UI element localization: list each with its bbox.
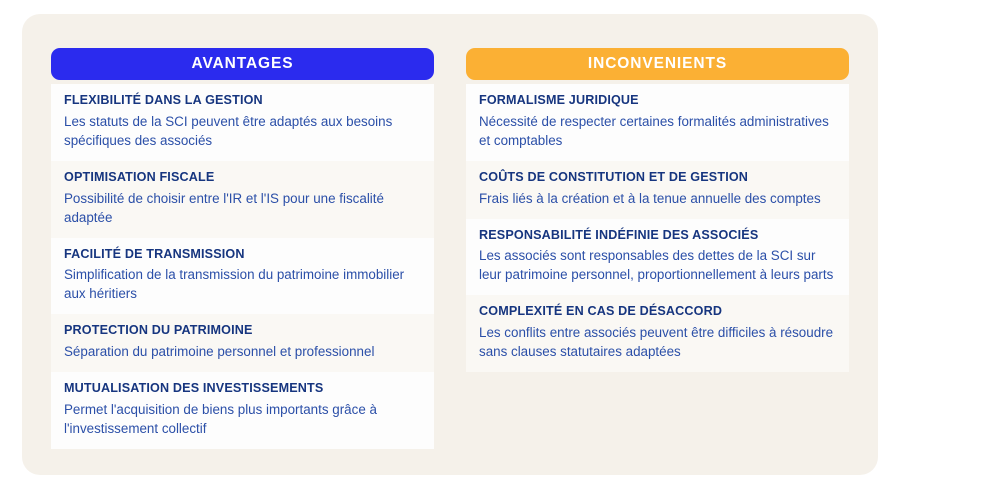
item-description: Les statuts de la SCI peuvent être adaptés aux besoins spécifiques des associés: [64, 113, 393, 148]
item-title: PROTECTION DU PATRIMOINE: [64, 323, 253, 338]
item-description: Les conflits entre associés peuvent être difficiles à résoudre sans clauses statutaires adaptées: [479, 325, 834, 360]
item-title: MUTUALISATION DES INVESTISSEMENTS: [64, 381, 324, 396]
column-header-label-inconvenients: INCONVENIENTS: [587, 55, 728, 73]
column-header-avantages: [51, 48, 434, 80]
item-title: FORMALISME JURIDIQUE: [479, 93, 639, 107]
item-list-inconvenients: [466, 84, 849, 372]
comparison-card: [22, 14, 878, 475]
list-item: [51, 372, 434, 449]
column-inconvenients: [466, 48, 849, 372]
item-title: RESPONSABILITÉ INDÉFINIE DES ASSOCIÉS: [479, 227, 759, 242]
item-title: FACILITÉ DE TRANSMISSION: [64, 246, 245, 261]
item-title: FLEXIBILITÉ DANS LA GESTION: [64, 93, 263, 107]
list-item: [51, 238, 434, 315]
list-item: [51, 161, 434, 238]
item-title: COMPLEXITÉ EN CAS DE DÉSACCORD: [479, 304, 723, 319]
item-title: COÛTS DE CONSTITUTION ET DE GESTION: [479, 169, 749, 184]
list-item: [466, 161, 849, 219]
item-description: Séparation du patrimoine personnel et professionnel: [64, 344, 375, 360]
list-item: [466, 84, 849, 161]
column-header-label-avantages: AVANTAGES: [191, 55, 294, 73]
item-description: Possibilité de choisir entre l'IR et l'IS pour une fiscalité adaptée: [64, 190, 384, 225]
list-item: [466, 295, 849, 372]
item-description: Nécessité de respecter certaines formalités administratives et comptables: [479, 113, 829, 148]
column-header-inconvenients: [466, 48, 849, 80]
comparison-columns: [51, 48, 849, 449]
item-description: Permet l'acquisition de biens plus importants grâce à l'investissement collectif: [64, 401, 377, 436]
item-list-avantages: [51, 84, 434, 449]
list-item: [51, 314, 434, 372]
item-description: Simplification de la transmission du patrimoine immobilier aux héritiers: [64, 267, 405, 302]
list-item: [51, 84, 434, 161]
item-title: OPTIMISATION FISCALE: [64, 169, 215, 184]
item-description: Les associés sont responsables des dettes de la SCI sur leur patrimoine personnel, proportionnellement à leurs parts: [479, 248, 834, 283]
column-avantages: [51, 48, 434, 449]
list-item: [466, 219, 849, 296]
item-description: Frais liés à la création et à la tenue annuelle des comptes: [479, 190, 821, 206]
